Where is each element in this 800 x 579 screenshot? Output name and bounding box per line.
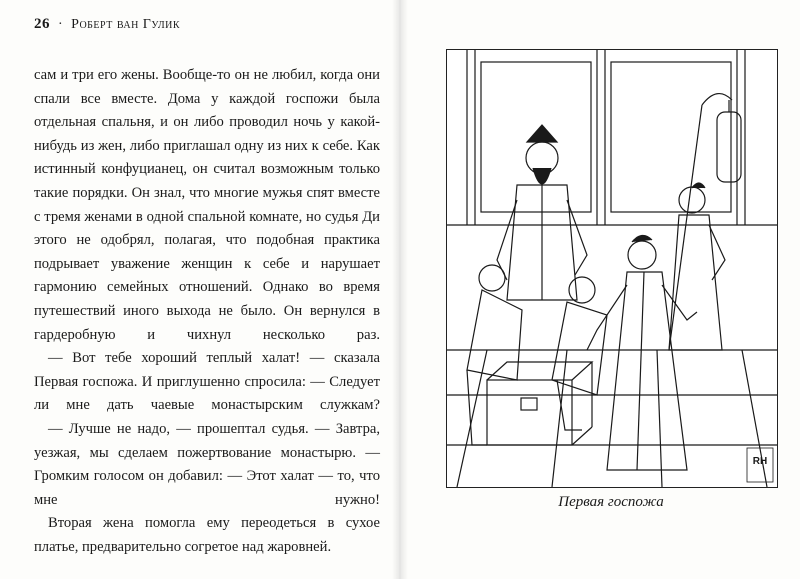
author-name: Роберт ван Гулик [71, 17, 181, 32]
paragraph-4: Вторая жена помогла ему переодеться в сухое платье, предварительно согретое над жаровней. [34, 515, 380, 555]
lamp-pole [669, 105, 702, 350]
lady-head [628, 241, 656, 269]
header-separator: · [58, 17, 64, 32]
paragraph-3: — Лучше не надо, — прошептал судья. — Завтра, уезжая, мы сделаем пожертвование монастырю. — Громким голосом он добавил: — Этот халат — то, что мне нужно! [34, 420, 380, 508]
illustration-caption: Первая госпожа [558, 494, 664, 510]
illustration-drawing [447, 50, 777, 487]
paragraph-1: сам и три его жены. Вообще-то он не любил, когда они спали все вместе. Дома у каждой госпожи была отдельная спальня, и он либо проводил ночь у какой-нибудь из жен, либо приглашал одну из них к себе. Как истинный конфуцианец, он считал возможным только такие порядки. Он знал, что многие мужья спят вместе с тремя женами в одной спальной комнате, но судья Ди этого не одобрял, полагая, что подобная практика подрывает уважение женщин к себе и нарушает гармонию семейных отношений. Однако во время путешествий иного выхода не было. Он вернулся в гардеробную и чихнул несколько раз. [34, 67, 380, 343]
page-number: 26 [34, 16, 50, 32]
running-head [34, 16, 180, 33]
artist-monogram: RH [752, 456, 768, 467]
ink-drawing-illustration [446, 49, 778, 488]
chest-icon [487, 380, 572, 445]
body-text [34, 64, 380, 559]
paragraph-2: — Вот тебе хороший теплый халат! — сказала Первая госпожа. И приглушенно спросила: — Следует ли мне дать чаевые монастырским служкам? [34, 350, 380, 414]
page-gutter [392, 0, 408, 579]
